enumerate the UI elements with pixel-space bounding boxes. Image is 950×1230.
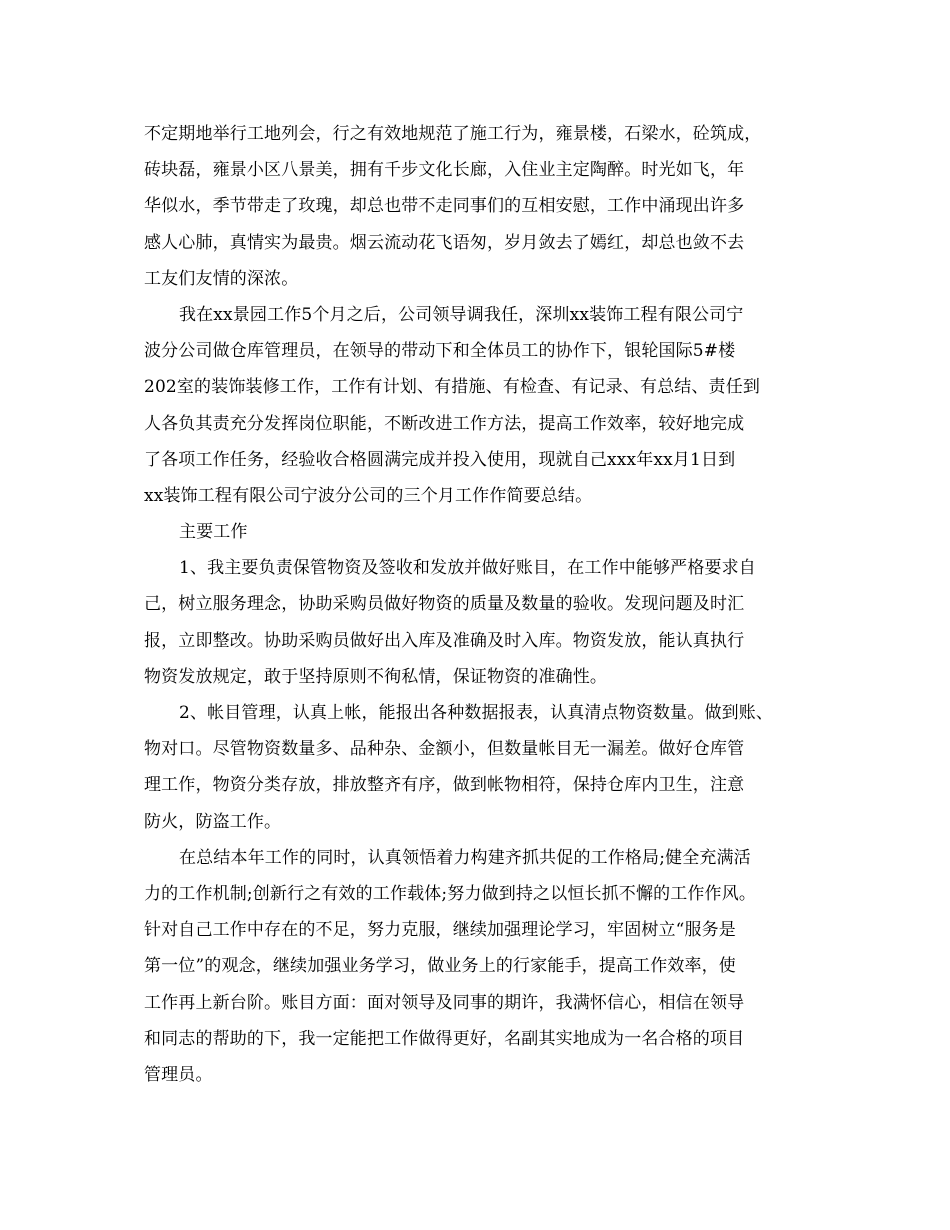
text-line: 第一位”的观念，继续加强业务学习，做业务上的行家能手，提高工作效率，使 [144, 956, 736, 977]
text-line: 针对自己工作中存在的不足，努力克服，继续加强理论学习，牢固树立“服务是 [144, 920, 736, 941]
text-line: 2、帐目管理，认真上帐，能报出各种数据报表，认真清点物资数量。做到账、 [179, 703, 774, 723]
text-line: 1、我主要负责保管物资及签收和发放并做好账目，在工作中能够严格要求自 [179, 558, 756, 579]
text-line: xx装饰工程有限公司宁波分公司的三个月工作作简要总结。 [144, 485, 593, 506]
text-line: 物资发放规定，敢于坚持原则不徇私情，保证物资的准确性。 [144, 666, 608, 687]
text-line: 华似水，季节带走了玫瑰，却总也带不走同事们的互相安慰，工作中涌现出许多 [144, 196, 745, 217]
text-line: 在总结本年工作的同时，认真领悟着力构建齐抓共促的工作格局;健全充满活 [179, 847, 751, 868]
text-line: 力的工作机制;创新行之有效的工作载体;努力做到持之以恒长抓不懈的工作作风。 [144, 883, 757, 904]
text-line: 己，树立服务理念，协助采购员做好物资的质量及数量的验收。发现问题及时汇 [144, 594, 745, 615]
text-line: 不定期地举行工地列会，行之有效地规范了施工行为，雍景楼，石梁水，砼筑成， [144, 124, 762, 144]
text-line: 砖块磊，雍景小区八景美，拥有千步文化长廊，入住业主定陶醉。时光如飞，年 [144, 160, 745, 181]
text-line: 202室的装饰装修工作，工作有计划、有措施、有检查、有记录、有总结、责任到 [144, 377, 760, 398]
text-line: 感人心肺，真情实为最贵。烟云流动花飞语匆，岁月敛去了嫣红，却总也敛不去 [144, 232, 745, 253]
text-line: 了各项工作任务，经验收合格圆满完成并投入使用，现就自己xxx年xx月1日到 [144, 449, 736, 470]
text-line: 工作再上新台阶。账目方面：面对领导及同事的期许，我满怀信心，相信在领导 [144, 992, 745, 1013]
text-line: 和同志的帮助的下，我一定能把工作做得更好，名副其实地成为一名合格的项目 [144, 1028, 745, 1049]
text-line: 防火，防盗工作。 [144, 811, 282, 832]
text-line: 理工作，物资分类存放，排放整齐有序，做到帐物相符，保持仓库内卫生，注意 [144, 775, 745, 796]
text-line: 人各负其责充分发挥岗位职能，不断改进工作方法，提高工作效率，较好地完成 [144, 413, 745, 434]
text-line: 我在xx景园工作5个月之后，公司领导调我任，深圳xx装饰工程有限公司宁 [179, 304, 744, 325]
text-line: 主要工作 [179, 522, 248, 543]
text-line: 工友们友情的深浓。 [144, 268, 299, 289]
document-body [144, 116, 834, 1093]
text-line: 波分公司做仓库管理员，在领导的带动下和全体员工的协作下，银轮国际5#楼 [144, 341, 736, 362]
text-line: 物对口。尽管物资数量多、品种杂、金额小，但数量帐目无一漏差。做好仓库管 [144, 739, 745, 760]
text-line: 管理员。 [144, 1064, 213, 1085]
text-line: 报，立即整改。协助采购员做好出入库及准确及时入库。物资发放，能认真执行 [144, 630, 745, 651]
